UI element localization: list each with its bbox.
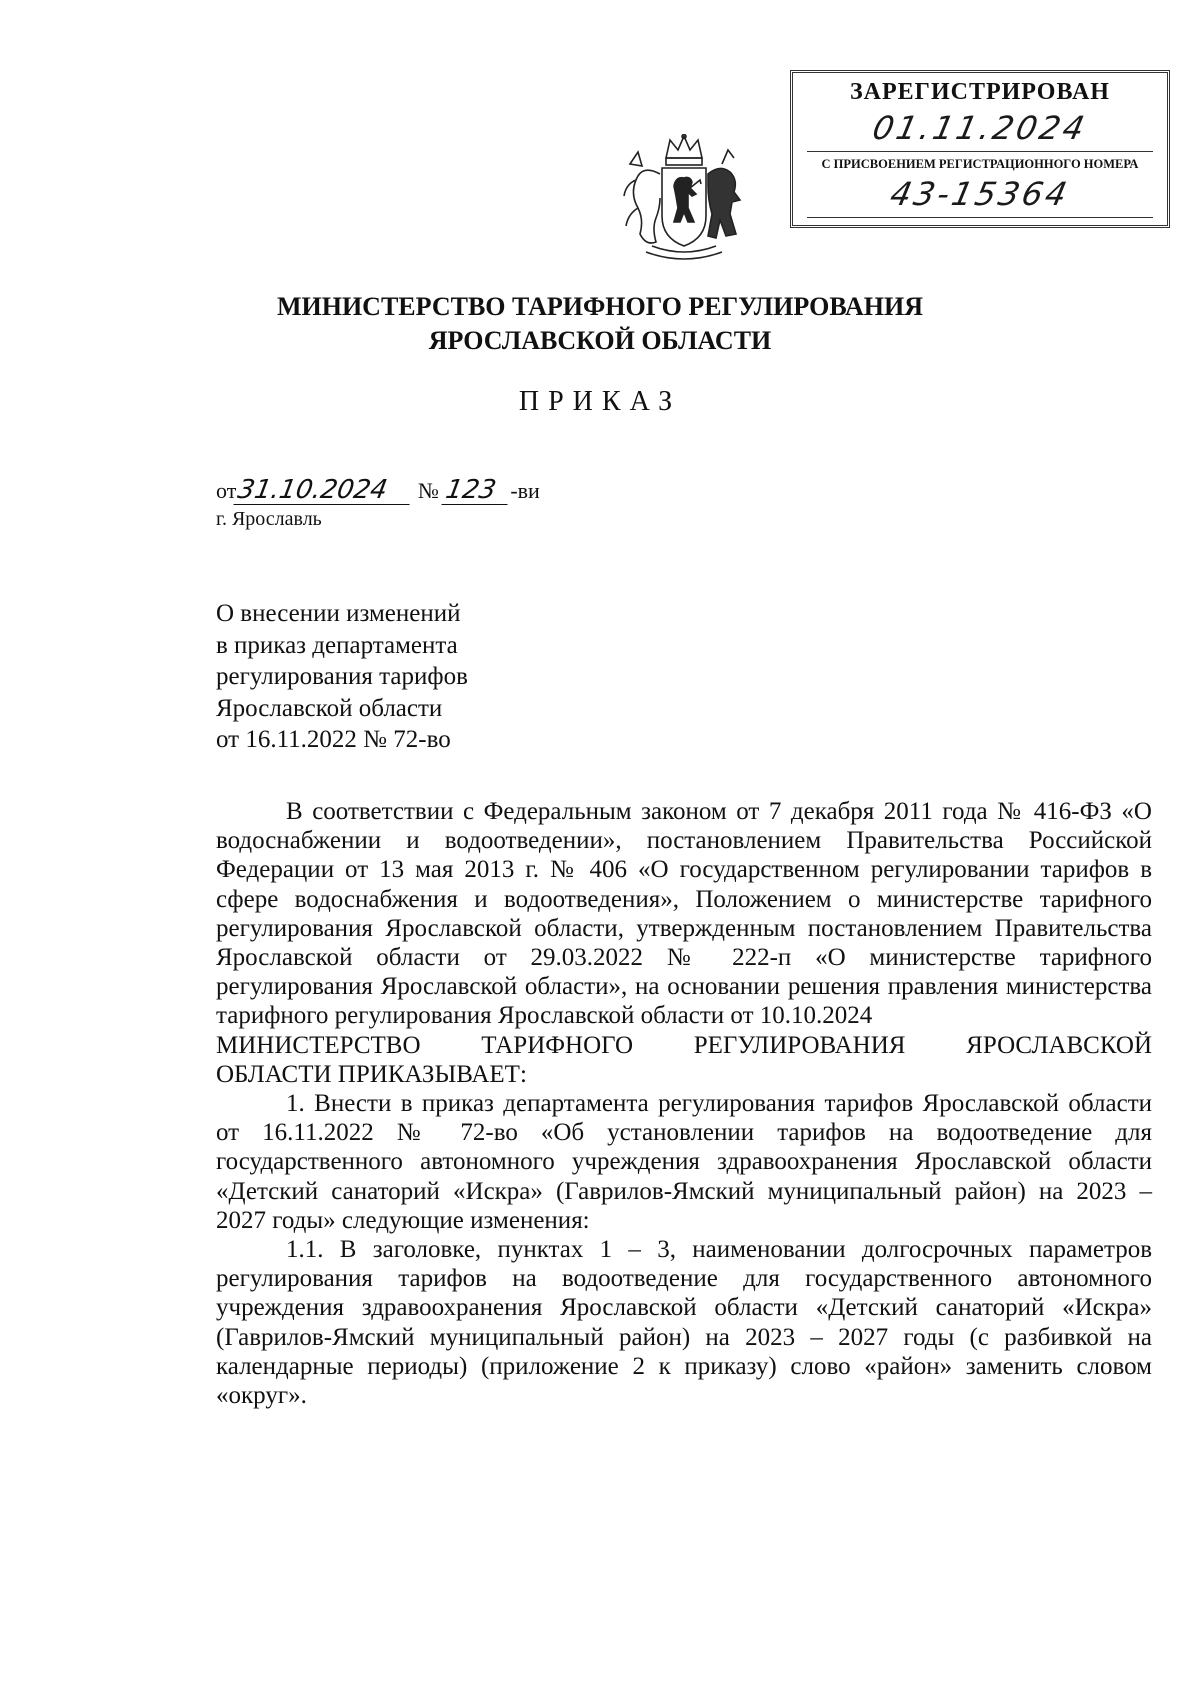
stamp-registration-number: 43-15364: [886, 175, 1074, 213]
ministry-name-line: ЯРОСЛАВСКОЙ ОБЛАСТИ: [428, 326, 772, 355]
city: г. Ярославль: [216, 508, 322, 530]
subject-line: О внесении изменений: [216, 600, 461, 627]
subject-line: в приказ департамента: [216, 631, 458, 659]
order-date: 31.10.2024: [234, 476, 415, 505]
preamble-paragraph: В соответствии с Федеральным законом от 7 декабря 2011 года № 416-ФЗ «О водоснабжении и водоотведении», постановлением Правительства Российской Федерации от 13 мая 2013 г. № 406 «О государственном регулировании тарифов в сфере водоснабжения и водоотведения», Положением о министерстве тарифного регулирования Ярославской области, утвержденным постановлением Правительства Ярославской области от 29.03.2022 № 222-п «О министерстве тарифного регулирования Ярославской области», на основании решения правления министерства тарифного регулирования Ярославской области от 10.10.2024: [216, 798, 1152, 1030]
order-subject: [216, 598, 468, 756]
order-number: 123: [442, 476, 513, 505]
subject-line: от 16.11.2022 № 72-во: [216, 726, 451, 753]
clause-1-1: 1.1. В заголовке, пунктах 1 – 3, наименовании долгосрочных параметров регулирования тарифов на водоотведение для государственного автономного учреждения здравоохранения Ярославской области «Детский санаторий «Искра» (Гаврилов-Ямский муниципальный район) на 2023 – 2027 годы (с разбивкой на календарные периоды) (приложение 2 к приказу) слово «район» заменить словом «округ».: [216, 1236, 1152, 1410]
from-label: от: [216, 478, 237, 503]
stamp-subtitle: С ПРИСВОЕНИЕМ РЕГИСТРАЦИОННОГО НОМЕРА: [821, 157, 1139, 171]
decree-line: ОБЛАСТИ ПРИКАЗЫВАЕТ:: [216, 1060, 527, 1088]
decree-line: МИНИСТЕРСТВО ТАРИФНОГО РЕГУЛИРОВАНИЯ ЯРОСЛАВСКОЙ: [216, 1031, 1152, 1059]
coat-of-arms-icon: [616, 134, 752, 266]
registration-stamp: [790, 70, 1170, 228]
clause-1: 1. Внести в приказ департамента регулирования тарифов Ярославской области от 16.11.2022 № 72-во «Об установлении тарифов на водоотведение для государственного автономного учреждения здравоохранения Ярославской области «Детский санаторий «Искра» (Гаврилов-Ямский муниципальный район) на 2023 – 2027 годы» следующие изменения:: [216, 1090, 1152, 1234]
stamp-date: 01.11.2024: [869, 109, 1091, 147]
ministry-name: [150, 290, 1050, 358]
subject-line: регулирования тарифов: [216, 663, 468, 690]
stamp-title: ЗАРЕГИСТРИРОВАН: [850, 79, 1110, 105]
stamp-divider: [807, 151, 1153, 152]
subject-line: Ярославской области: [216, 694, 443, 722]
order-body: [216, 797, 1152, 1410]
number-label: №: [417, 478, 439, 503]
stamp-divider: [807, 217, 1153, 218]
order-date-number-line: [216, 476, 540, 505]
order-number-suffix: -ви: [510, 478, 540, 503]
document-type-title: ПРИКАЗ: [518, 386, 682, 417]
ministry-name-line: МИНИСТЕРСТВО ТАРИФНОГО РЕГУЛИРОВАНИЯ: [276, 292, 924, 321]
